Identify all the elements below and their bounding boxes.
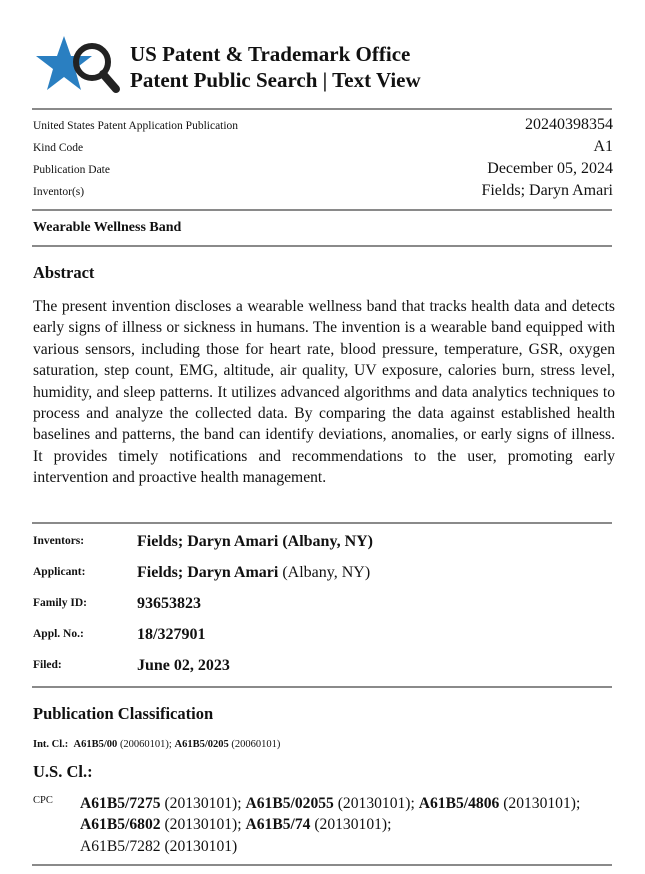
uspto-star-magnifier-logo: [30, 32, 125, 96]
kind-code: A1: [593, 138, 613, 155]
meta-row-inventors: [33, 182, 613, 204]
cpc-date: (20130101);: [499, 795, 581, 812]
filed-row: [33, 657, 613, 685]
cpc-code: A61B5/02055: [245, 795, 334, 812]
meta-row-publication-number: [33, 116, 613, 138]
int-cl-date: (20060101): [228, 739, 281, 750]
divider: [32, 522, 612, 524]
divider: [32, 686, 612, 688]
family-id-value: 93653823: [137, 595, 201, 612]
meta-label: Inventor(s): [33, 186, 85, 198]
divider: [32, 864, 612, 866]
us-cl-heading: U.S. Cl.:: [33, 762, 93, 781]
int-cl-code: A61B5/0205: [174, 739, 229, 750]
int-cl-label: Int. Cl.:: [33, 739, 69, 750]
int-cl-code: A61B5/00: [73, 739, 118, 750]
cpc-date: (20130101);: [333, 795, 419, 812]
meta-label: Publication Date: [33, 164, 110, 176]
abstract-text: The present invention discloses a wearable wellness band that tracks health data and detects early signs of illness or sickness in humans. The invention is a wearable band equipped with various sensors, including those for heart rate, blood pressure, temperature, GSR, oxygen saturation, step count, EMG, altitude, air quality, UV exposure, calories burn, stress level, humidity, and sleep patterns. It utilizes advanced algorithms and data analytics techniques to process and analyze the collected data. By comparing the data against established health baselines and patterns, the band can identify deviations, anomalies, or early signs of illness. It provides timely notifications and recommendations to the user, promoting early intervention and proactive health management.: [33, 298, 615, 487]
cpc-date: (20130101);: [160, 795, 246, 812]
inventors-value: Fields; Daryn Amari (Albany, NY): [137, 533, 373, 550]
publication-number: 20240398354: [525, 116, 613, 133]
filed-label: Filed:: [33, 659, 62, 671]
meta-row-publication-date: [33, 160, 613, 182]
applicant-row: [33, 564, 613, 592]
classification-heading: Publication Classification: [33, 704, 214, 723]
divider: [32, 209, 612, 211]
divider: [32, 245, 612, 247]
applicant-value: [137, 564, 370, 582]
family-id-row: [33, 595, 613, 623]
cpc-code: A61B5/7282 (20130101): [80, 837, 238, 855]
page-header: [30, 32, 610, 102]
inventor-name: Fields; Daryn Amari: [481, 182, 613, 199]
cpc-label: CPC: [33, 795, 53, 806]
appl-no-value: 18/327901: [137, 626, 206, 643]
meta-row-kind-code: [33, 138, 613, 160]
int-cl-line: [33, 739, 280, 750]
family-id-label: Family ID:: [33, 597, 87, 609]
publication-date: December 05, 2024: [487, 160, 613, 177]
applicant-location: (Albany, NY): [278, 564, 371, 581]
abstract-heading: Abstract: [33, 263, 95, 282]
site-title: US Patent & Trademark Office: [130, 42, 411, 66]
cpc-code: A61B5/74: [245, 816, 311, 834]
applicant-label: Applicant:: [33, 566, 86, 578]
cpc-list: [80, 793, 616, 857]
cpc-date: (20130101);: [160, 816, 246, 834]
filed-value: June 02, 2023: [137, 657, 230, 674]
appl-no-row: [33, 626, 613, 654]
cpc-code: A61B5/6802: [80, 816, 161, 834]
inventors-label: Inventors:: [33, 535, 85, 547]
appl-no-label: Appl. No.:: [33, 628, 84, 640]
int-cl-date: (20060101);: [117, 739, 175, 750]
divider: [32, 108, 612, 110]
cpc-code: A61B5/4806: [418, 795, 500, 812]
applicant-name: Fields; Daryn Amari: [137, 564, 279, 581]
meta-label: United States Patent Application Publication: [33, 120, 239, 132]
inventors-row: [33, 533, 613, 561]
meta-label: Kind Code: [33, 142, 84, 154]
site-subtitle: Patent Public Search | Text View: [130, 68, 421, 92]
cpc-code: A61B5/7275: [80, 795, 161, 812]
patent-title: Wearable Wellness Band: [33, 220, 182, 235]
cpc-date: (20130101);: [310, 816, 392, 834]
